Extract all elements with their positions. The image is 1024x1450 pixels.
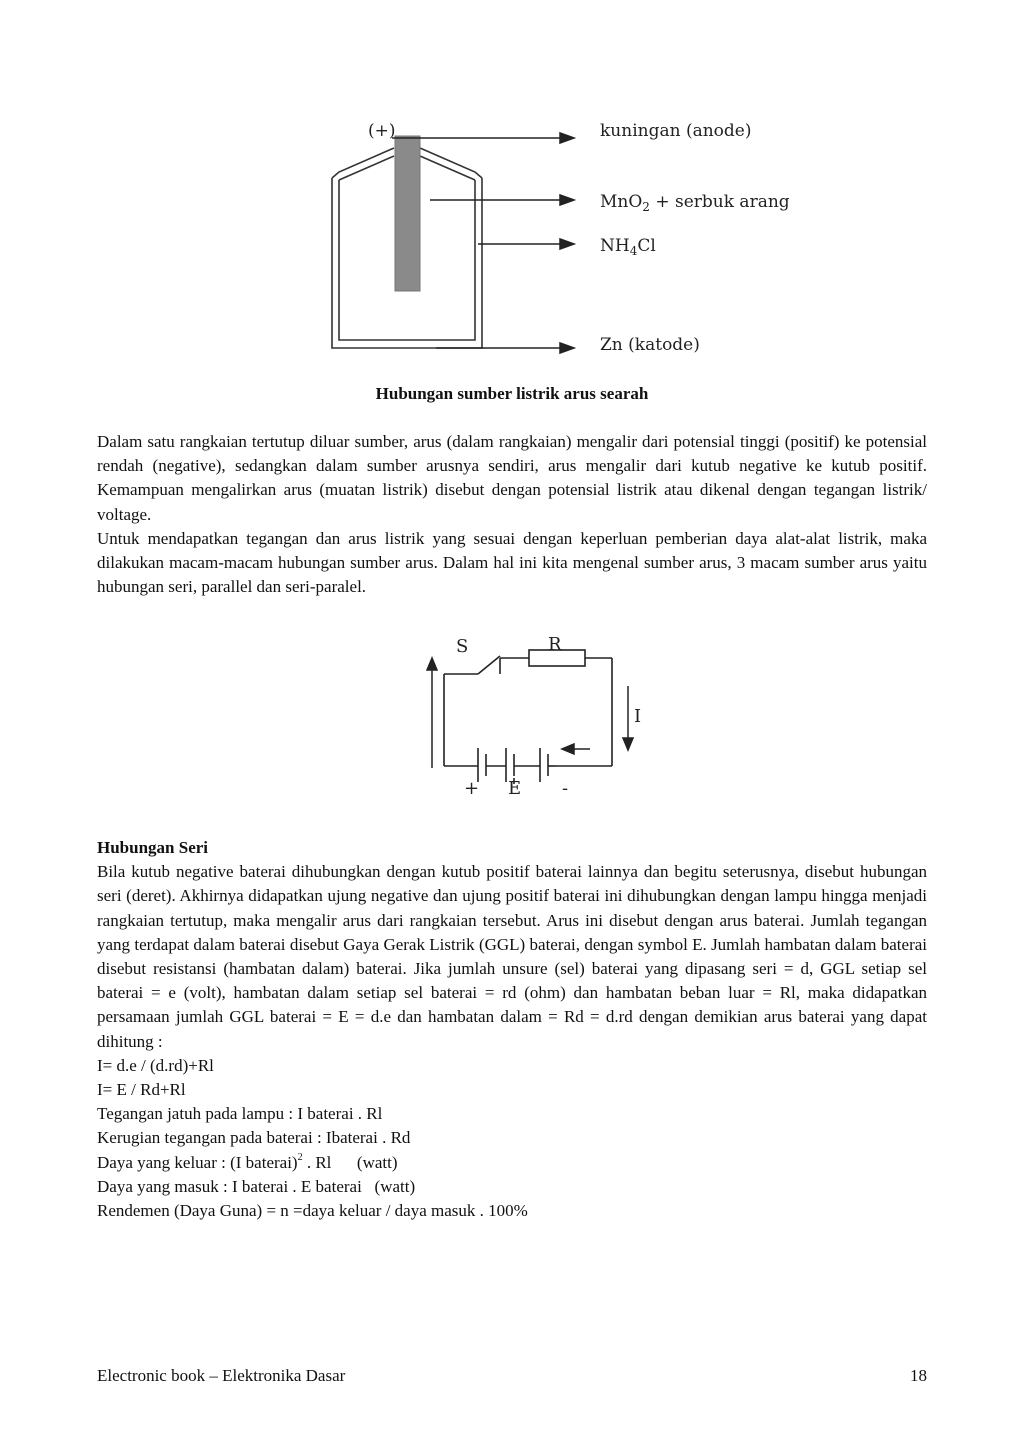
figure-caption: Hubungan sumber listrik arus searah [375,384,649,403]
anode-label: kuningan (anode) [600,121,752,141]
plus-terminal-label: (+) [368,121,396,141]
nh4cl-label: $NH_4Cl$ [600,236,656,258]
equation-6: Daya yang masuk : I baterai . E baterai (watt) [97,1176,416,1196]
page-number: 18 [910,1366,927,1385]
switch-label: S [456,636,469,657]
equation-3: Tegangan jatuh pada lampu : I baterai . Rl [97,1104,383,1124]
series-heading: Hubungan Seri [97,838,209,857]
footer-book-title: Electronic book – Elektronika Dasar [97,1366,346,1385]
dry-cell-diagram [0,0,1024,380]
equation-2: I= E / Rd+Rl [97,1080,186,1100]
series-section [97,836,927,1223]
emf-label: E [508,778,522,799]
series-body: Bila kutub negative baterai dihubungkan dengan kutub positif baterai lainnya dan begitu seterusnya, disebut hubungan seri (deret). Akhirnya didapatkan ujung negative dan ujung positif baterai ini dihubungkan dengan lampu hingga menjadi rangkaian tertutup, maka mengalir arus dari rangkaian tersebut. Arus ini disebut dengan arus baterai. Jumlah tegangan yang terdapat dalam baterai disebut Gaya Gerak Listrik (GGL) baterai, dengan symbol E. Jumlah hambatan dalam baterai disebut resistansi (hambatan dalam) baterai. Jika jumlah unsure (sel) baterai yang dipasang seri = d, GGL setiap sel baterai = e (volt), hambatan dalam setiap sel baterai = rd (ohm) dan hambatan beban luar = Rl, maka didapatkan persamaan jumlah GGL baterai = E = d.e dan hambatan dalam = Rd = d.rd dengan demikian arus baterai yang dapat dihitung : [97,862,927,1051]
switch-lever [478,656,500,674]
equation-7: Rendemen (Daya Guna) = n =daya keluar / daya masuk . 100% [97,1201,528,1221]
negative-terminal-label: - [562,778,569,799]
carbon-rod [395,136,420,291]
series-circuit-diagram [420,628,660,808]
equation-5: Daya yang keluar : (I baterai)$^2$ . Rl (watt) [97,1151,398,1172]
intro-paragraph-1: Dalam satu rangkaian tertutup diluar sumber, arus (dalam rangkaian) mengalir dari potensial tinggi (positif) ke potensial rendah (negative), sedangkan dalam sumber arusnya sendiri, arus mengalir dari kutub negative ke kutub positif. Kemampuan mengalirkan arus (muatan listrik) disebut dengan potensial listrik atau dikenal dengan tegangan listrik/ voltage. [97,432,927,524]
current-label: I [634,706,642,727]
cathode-label: Zn (katode) [600,335,700,355]
equation-4: Kerugian tegangan pada baterai : Ibaterai . Rd [97,1128,411,1148]
resistor-label: R [548,634,562,655]
equation-1: I= d.e / (d.rd)+Rl [97,1055,214,1075]
mno2-label: MnO$_2$ + serbuk arang [600,192,790,214]
positive-terminal-label: + [464,778,480,799]
intro-section [97,430,927,599]
intro-paragraph-2: Untuk mendapatkan tegangan dan arus listrik yang sesuai dengan keperluan pemberian daya alat-alat listrik, maka dilakukan macam-macam hubungan sumber arus. Dalam hal ini kita mengenal sumber arus, 3 macam sumber arus yaitu hubungan seri, parallel dan seri-paralel. [97,528,927,597]
